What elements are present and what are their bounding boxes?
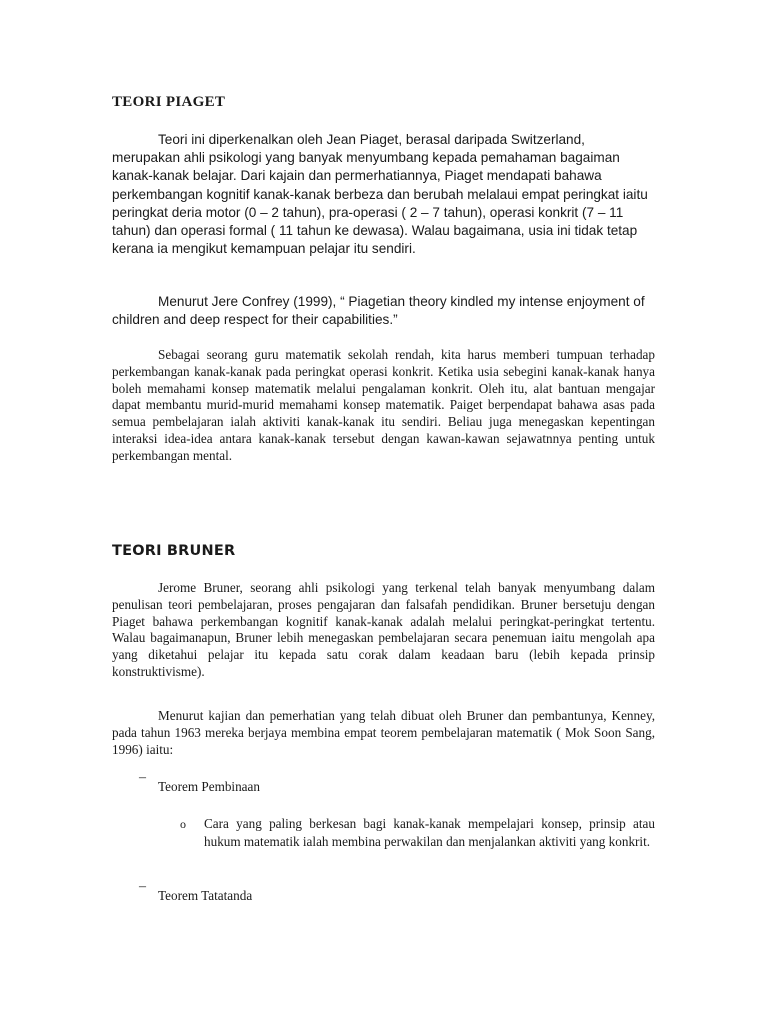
piaget-paragraph-3: Sebagai seorang guru matematik sekolah rendah, kita harus memberi tumpuan terhadap perkembangan kanak-kanak pada peringkat operasi konkrit. Ketika usia sebegini kanak-kanak hanya boleh memahami konsep matematik melalui pengalaman konkrit. Oleh itu, alat bantuan mengajar dapat membantu murid-murid memahami konsep matematik. Paiget berpendapat bahawa asas pada semua pembelajaran ialah aktiviti kanak-kanak itu sendiri. Beliau juga menegaskan kepentingan interaksi idea-idea antara kanak-kanak tersebut dengan kawan-kawan sejawatnnya penting untuk perkembangan mental. (112, 347, 655, 463)
heading-teori-bruner: TEORI BRUNER (112, 543, 236, 559)
sub-list-bullet: o (180, 817, 186, 831)
list-dash-marker: – (139, 770, 146, 785)
list-item-teorem-pembinaan: Teorem Pembinaan (158, 779, 260, 794)
piaget-paragraph-1: Teori ini diperkenalkan oleh Jean Piaget, berasal daripada Switzerland, merupakan ahli psikologi yang banyak menyumbang kepada pemahaman bagaiman kanak-kanak belajar. Dari kajain dan permerhatiannya, Piaget mendapati bahawa perkembangan kognitif kanak-kanak berbeza dan berubah melalaui empat peringkat iaitu peringkat deria motor (0 – 2 tahun), pra-operasi ( 2 – 7 tahun), operasi konkrit (7 – 11 tahun) dan operasi formal ( 11 tahun ke dewasa). Walau bagaimana, usia ini tidak tetap kerana ia mengikut kemampuan pelajar itu sendiri. (112, 132, 648, 257)
piaget-paragraph-2: Menurut Jere Confrey (1999), “ Piagetian theory kindled my intense enjoyment of children and deep respect for their capabilities.” (112, 294, 645, 328)
bruner-paragraph-2: Menurut kajian dan pemerhatian yang telah dibuat oleh Bruner dan pembantunya, Kenney, pada tahun 1963 mereka berjaya membina empat teorem pembelajaran matematik ( Mok Soon Sang, 1996) iaitu: (112, 708, 655, 757)
list-item-teorem-tatatanda: Teorem Tatatanda (158, 888, 253, 903)
list-dash-marker: – (139, 879, 146, 894)
heading-teori-piaget: TEORI PIAGET (112, 94, 226, 110)
bruner-paragraph-1: Jerome Bruner, seorang ahli psikologi yang terkenal telah banyak menyumbang dalam penulisan teori pembelajaran, proses pengajaran dan falsafah pendidikan. Bruner bersetuju dengan Piaget bahawa perkembangan kognitif kanak-kanak adalah melalui peringkat-peringkat tertentu. Walau bagaimanapun, Bruner lebih menegaskan pembelajaran secara penemuan iaitu mengolah apa yang diketahui pelajar itu kepada satu corak dalam keadaan baru (lebih kepada prinsip konstruktivisme). (112, 580, 655, 679)
sub-list-item-text: Cara yang paling berkesan bagi kanak-kanak mempelajari konsep, prinsip atau hukum matematik ialah membina perwakilan dan menjalankan aktiviti yang konkrit. (204, 816, 655, 849)
